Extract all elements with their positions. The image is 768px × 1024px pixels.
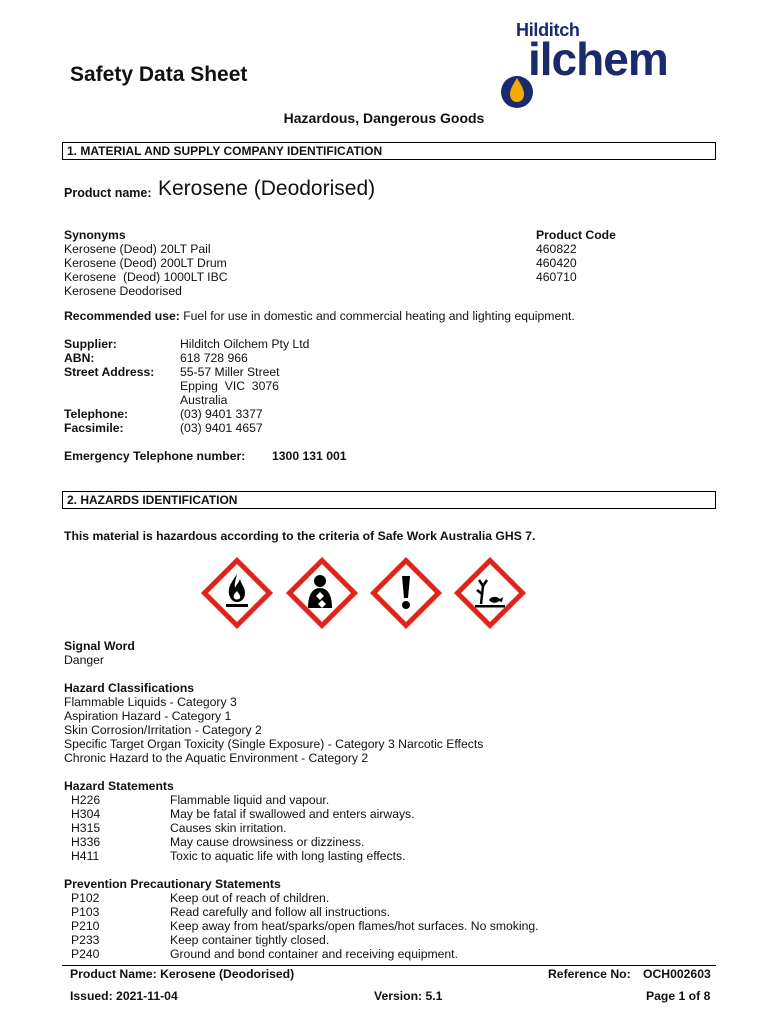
hazard-statement-text: Flammable liquid and vapour. (170, 793, 330, 807)
exclamation-pictogram (369, 556, 443, 630)
street-address-line: Epping VIC 3076 (180, 379, 279, 393)
hazard-classifications-heading: Hazard Classifications (64, 681, 195, 695)
recommended-use-label: Recommended use: (64, 309, 180, 323)
hazard-statement-code: H411 (71, 849, 100, 863)
supplier-label: Supplier: (64, 337, 117, 351)
prevention-statement-code: P210 (71, 919, 100, 933)
document-title: Safety Data Sheet (70, 63, 248, 86)
hazard-statement-code: H226 (71, 793, 101, 807)
hazard-statement-code: H315 (71, 821, 101, 835)
health-hazard-pictogram (285, 556, 359, 630)
street-address-line: 55-57 Miller Street (180, 365, 280, 379)
prevention-statement-text: Read carefully and follow all instructions. (170, 905, 391, 919)
product-code-item: 460822 (536, 242, 577, 256)
hazard-intro: This material is hazardous according to the criteria of Safe Work Australia GHS 7. (64, 529, 536, 543)
abn-label: ABN: (64, 351, 95, 365)
telephone-label: Telephone: (64, 407, 129, 421)
hazard-classification-item: Specific Target Organ Toxicity (Single Exposure) - Category 3 Narcotic Effects (64, 737, 484, 751)
footer-page-number: Page 1 of 8 (646, 989, 711, 1003)
logo-main-text: ilchem (528, 33, 668, 85)
prevention-statement-text: Keep container tightly closed. (170, 933, 330, 947)
prevention-statement-text: Ground and bond container and receiving equipment. (170, 947, 458, 961)
logo-top-text: Hilditch (516, 20, 580, 40)
prevention-statement-code: P103 (71, 905, 100, 919)
synonym-item: Kerosene (Deod) 20LT Pail (64, 242, 211, 256)
facsimile-label: Facsimile: (64, 421, 124, 435)
footer-version: Version: 5.1 (374, 989, 443, 1003)
product-code-item: 460710 (536, 270, 577, 284)
abn-value: 618 728 966 (180, 351, 248, 365)
hazard-classification-item: Aspiration Hazard - Category 1 (64, 709, 232, 723)
supplier-value: Hilditch Oilchem Pty Ltd (180, 337, 310, 351)
flame-pictogram (200, 556, 274, 630)
document-subtitle: Hazardous, Dangerous Goods (283, 110, 485, 126)
signal-word-heading: Signal Word (64, 639, 135, 653)
prevention-statement-code: P233 (71, 933, 100, 947)
footer-product-name: Product Name: Kerosene (Deodorised) (70, 967, 295, 981)
telephone-value: (03) 9401 3377 (180, 407, 263, 421)
hazard-statement-code: H304 (71, 807, 101, 821)
product-code-item: 460420 (536, 256, 577, 270)
product-code-heading: Product Code (536, 228, 616, 242)
facsimile-value: (03) 9401 4657 (180, 421, 263, 435)
prevention-statements-heading: Prevention Precautionary Statements (64, 877, 281, 891)
footer-divider (62, 965, 716, 966)
section-2-heading: 2. HAZARDS IDENTIFICATION (62, 491, 716, 509)
footer-reference-label: Reference No: (548, 967, 631, 981)
synonym-item: Kerosene (Deod) 200LT Drum (64, 256, 227, 270)
footer-issued-date: Issued: 2021-11-04 (70, 989, 178, 1003)
emergency-telephone-value: 1300 131 001 (272, 449, 347, 463)
hazard-classification-item: Chronic Hazard to the Aquatic Environment - Category 2 (64, 751, 369, 765)
hazard-classification-item: Skin Corrosion/Irritation - Category 2 (64, 723, 262, 737)
emergency-telephone-label: Emergency Telephone number: (64, 449, 246, 463)
recommended-use-value: Fuel for use in domestic and commercial heating and lighting equipment. (183, 309, 575, 323)
recommended-use (64, 309, 575, 323)
company-logo (490, 20, 715, 112)
synonym-item: Kerosene Deodorised (64, 284, 182, 298)
hazard-statement-code: H336 (71, 835, 101, 849)
environment-pictogram (453, 556, 527, 630)
section-1-heading: 1. MATERIAL AND SUPPLY COMPANY IDENTIFICATION (62, 142, 716, 160)
hazard-statement-text: May be fatal if swallowed and enters airways. (170, 807, 415, 821)
street-address-line: Australia (180, 393, 228, 407)
hazard-statement-text: May cause drowsiness or dizziness. (170, 835, 365, 849)
hazard-statement-text: Toxic to aquatic life with long lasting effects. (170, 849, 406, 863)
product-name-value: Kerosene (Deodorised) (158, 177, 376, 200)
prevention-statement-text: Keep out of reach of children. (170, 891, 330, 905)
hazard-statement-text: Causes skin irritation. (170, 821, 287, 835)
synonym-item: Kerosene (Deod) 1000LT IBC (64, 270, 228, 284)
synonyms-heading: Synonyms (64, 228, 126, 242)
footer-reference-value: OCH002603 (643, 967, 711, 981)
signal-word-value: Danger (64, 653, 104, 667)
street-address-label: Street Address: (64, 365, 155, 379)
hazard-statements-heading: Hazard Statements (64, 779, 174, 793)
prevention-statement-code: P240 (71, 947, 100, 961)
hazard-classification-item: Flammable Liquids - Category 3 (64, 695, 237, 709)
prevention-statement-code: P102 (71, 891, 100, 905)
product-name-label: Product name: (64, 186, 152, 200)
prevention-statement-text: Keep away from heat/sparks/open flames/hot surfaces. No smoking. (170, 919, 539, 933)
